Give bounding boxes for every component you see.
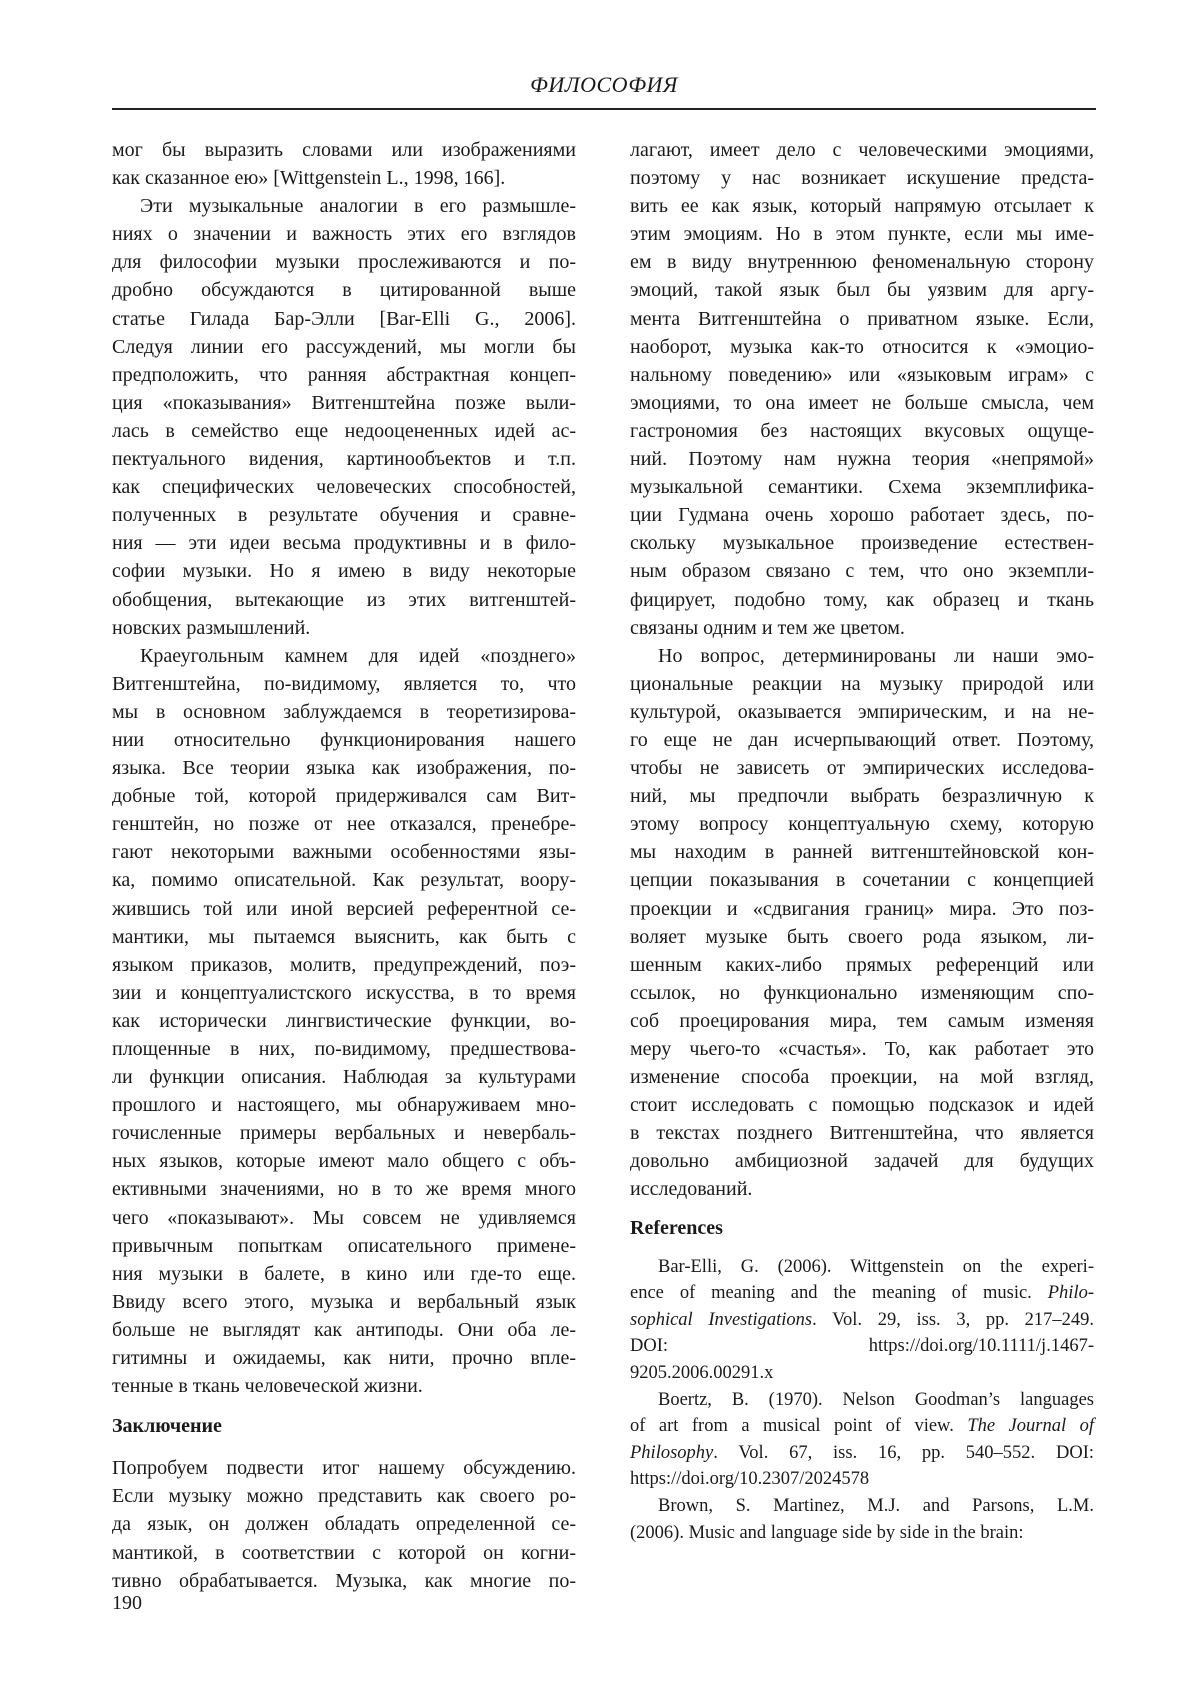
text-line: ниях о значении и важность этих его взглядов [112, 223, 576, 246]
reference-text: Brown, S. Martinez, M.J. and Parsons, L.M. [658, 1495, 1094, 1516]
section-heading: Заключение [112, 1415, 222, 1438]
reference-line [630, 1466, 1094, 1493]
text-line: языка. Все теории языка как изображения, по- [112, 757, 576, 780]
text-line: добные той, которой придерживался сам Вит- [112, 785, 576, 808]
reference-text: https://doi.org/10.2307/2024578 [630, 1469, 870, 1490]
text-line: Эти музыкальные аналогии в его размышле- [140, 195, 576, 218]
text-line: привычным попыткам описательного примене- [112, 1234, 576, 1257]
text-line: ний, мы предпочли выбрать безразличную к [630, 785, 1094, 808]
text-line: этим эмоциям. Но в этом пункте, если мы име- [630, 223, 1094, 246]
text-line: в текстах позднего Витгенштейна, что является [630, 1122, 1094, 1145]
text-line: воляет музыке быть своего рода языком, ли- [630, 925, 1094, 948]
text-line: соб проецирования мира, тем самым изменяя [630, 1009, 1094, 1032]
text-line: да язык, он должен обладать определенной се- [112, 1513, 576, 1536]
paragraph [630, 136, 1094, 642]
reference-list [630, 1254, 1094, 1547]
text-line: ных языков, которые имеют мало общего с объ- [112, 1150, 576, 1173]
text-line: ции Гудмана очень хорошо работает здесь, по- [630, 504, 1094, 527]
text-line: обобщения, вытекающие из этих витгенштей- [112, 588, 576, 611]
text-line: как сказанное ею» [Wittgenstein L., 1998, 166]. [112, 167, 506, 190]
text-line: языком приказов, молитв, предупреждений, поэ- [112, 953, 576, 976]
page-number: 190 [112, 1592, 142, 1614]
reference-text: Bar-Elli, G. (2006). Wittgenstein on the experi- [658, 1256, 1094, 1277]
text-line: мы находим в ранней витгенштейновской кон- [630, 841, 1094, 864]
reference-entry [630, 1254, 1094, 1387]
text-line: стоит исследовать с помощью подсказок и идей [630, 1094, 1094, 1117]
reference-entry [630, 1493, 1094, 1546]
reference-line [630, 1360, 1094, 1387]
text-line: тенные в ткань человеческой жизни. [112, 1375, 423, 1398]
reference-text: of art from a musical point of view. [630, 1416, 968, 1437]
text-line: мантики, мы пытаемся выяснить, как быть с [112, 925, 576, 948]
text-line: жившись той или иной версией референтной се- [112, 897, 576, 920]
reference-text: ence of meaning and the meaning of music. [630, 1283, 1048, 1304]
text-line: Следуя линии его рассуждений, мы могли бы [112, 335, 576, 358]
text-line: дробно обсуждаются в цитированной выше [112, 279, 576, 302]
text-line: Витгенштейна, по-видимому, является то, что [112, 672, 576, 695]
text-line: цепции показывания в сочетании с концепцией [630, 869, 1094, 892]
text-line: новских размышлений. [112, 616, 311, 639]
text-line: ка, помимо описательной. Как результат, воору- [112, 869, 576, 892]
reference-title-italic: sophical Investigations [630, 1309, 813, 1330]
text-line: наоборот, музыка как-то относится к «эмоцио- [630, 335, 1094, 358]
paragraph [112, 136, 576, 192]
reference-line [630, 1280, 1094, 1307]
text-line: гастрономия без настоящих вкусовых ощуще- [630, 419, 1094, 442]
text-line: Но вопрос, детерминированы ли наши эмо- [658, 644, 1094, 667]
text-line: эмоциями, то она имеет не больше смысла, чем [630, 391, 1094, 414]
text-line: этому вопросу концептуальную схему, которую [630, 813, 1094, 836]
left-column [112, 136, 576, 1595]
text-line: ссылок, но функционально изменяющим спо- [630, 981, 1094, 1004]
text-line: нальному поведению» или «языковым играм» с [630, 363, 1094, 386]
text-line: довольно амбициозной задачей для будущих [630, 1150, 1094, 1173]
reference-line [630, 1493, 1094, 1520]
text-line: ния музыки в балете, в кино или где-то еще. [112, 1262, 576, 1285]
text-line: изменение способа проекции, на мой взгляд, [630, 1066, 1094, 1089]
reference-line [630, 1307, 1094, 1334]
reference-text: DOI: https://doi.org/10.1111/j.1467- [630, 1336, 1094, 1357]
text-line: ным образом связано с тем, что оно экземпли- [630, 560, 1094, 583]
text-line: го еще не дан исчерпывающий ответ. Поэтому, [630, 728, 1094, 751]
text-line: чтобы не зависеть от эмпирических исследова- [630, 757, 1094, 780]
right-column [630, 136, 1094, 1546]
text-line: связаны одним и тем же цветом. [630, 616, 905, 639]
text-line: ли функции описания. Наблюдая за культурами [112, 1066, 576, 1089]
text-line: лагают, имеет дело с человеческими эмоциями, [630, 139, 1094, 161]
text-line: мог бы выразить словами или изображениями [112, 139, 576, 161]
reference-line [630, 1254, 1094, 1281]
text-line: ем в виду внутреннюю феноменальную сторону [630, 251, 1094, 274]
reference-text: Boertz, B. (1970). Nelson Goodman’s languages [658, 1389, 1094, 1410]
reference-entry [630, 1387, 1094, 1493]
header-rule [112, 108, 1096, 110]
text-line: чего «показывают». Мы совсем не удивляемся [112, 1206, 576, 1229]
running-head: ФИЛОСОФИЯ [530, 72, 678, 97]
text-line: прошлого и настоящего, мы обнаруживаем мно- [112, 1094, 576, 1117]
text-line: мантикой, в соответствии с которой он когни- [112, 1541, 576, 1564]
text-line: Ввиду всего этого, музыка и вербальный язык [112, 1290, 576, 1313]
reference-title-italic: Philo- [1047, 1283, 1094, 1304]
text-line: исследований. [630, 1178, 753, 1201]
text-line: Краеугольным камнем для идей «позднего» [140, 644, 576, 667]
text-line: нии относительно функционирования нашего [112, 728, 576, 751]
text-line: мента Витгенштейна о приватном языке. Если, [630, 307, 1094, 330]
reference-text: (2006). Music and language side by side in the brain: [630, 1522, 1024, 1543]
reference-line [630, 1440, 1094, 1467]
paragraph [112, 1454, 576, 1594]
reference-line [630, 1333, 1094, 1360]
reference-line [630, 1387, 1094, 1414]
text-line: Попробуем подвести итог нашему обсуждению. [112, 1457, 576, 1480]
paragraph [112, 192, 576, 642]
text-line: как специфических человеческих способностей, [112, 476, 576, 499]
text-line: статье Гилада Бар-Элли [Bar-Elli G., 2006]. [112, 307, 576, 330]
text-line: ния — эти идеи весьма продуктивны и в фило- [112, 532, 576, 555]
text-line: эмоций, такой язык был бы уязвим для аргу- [630, 279, 1094, 302]
text-line: для философии музыки прослеживаются и по- [112, 251, 576, 274]
text-line: ция «показывания» Витгенштейна позже выли- [112, 391, 576, 414]
text-line: Если музыку можно представить как своего ро- [112, 1485, 576, 1508]
text-line: больше не выглядят как антиподы. Они оба ле- [112, 1318, 576, 1341]
text-line: музыкальной семантики. Схема экземплифика- [630, 476, 1094, 499]
reference-text: 9205.2006.00291.x [630, 1362, 774, 1383]
text-line: пектуального видения, картинообъектов и т.п. [112, 448, 576, 471]
text-line: генштейн, но позже от нее отказался, пренебре- [112, 813, 576, 836]
paragraph [112, 642, 576, 1401]
text-line: шенным каких-либо прямых референций или [630, 953, 1094, 976]
text-line: полученных в результате обучения и сравне- [112, 504, 576, 527]
reference-line [630, 1413, 1094, 1440]
text-line: мы в основном заблуждаемся в теоретизирова- [112, 700, 576, 723]
reference-title-italic: Philosophy [630, 1442, 714, 1463]
text-line: зии и концептуалистского искусства, в то время [112, 981, 576, 1004]
text-line: ний. Поэтому нам нужна теория «непрямой» [630, 448, 1094, 471]
text-line: предположить, что ранняя абстрактная концеп- [112, 363, 576, 386]
section-heading: References [630, 1216, 723, 1239]
reference-line [630, 1520, 1094, 1547]
text-line: вить ее как язык, который напрямую отсылает к [630, 195, 1094, 218]
text-line: гают некоторыми важными особенностями язы- [112, 841, 576, 864]
text-line: поэтому у нас возникает искушение предста- [630, 167, 1094, 190]
reference-title-italic: The Journal of [967, 1416, 1094, 1437]
text-line: скольку музыкальное произведение естествен- [630, 532, 1094, 555]
text-line: фицирует, подобно тому, как образец и ткань [630, 588, 1094, 611]
text-line: культурой, оказывается эмпирическим, и на не- [630, 700, 1094, 723]
text-line: проекции и «сдвигания границ» мира. Это поз- [630, 897, 1094, 920]
text-line: тивно обрабатывается. Музыка, как многие по- [112, 1569, 576, 1592]
text-line: циональные реакции на музыку природой или [630, 672, 1094, 695]
reference-text: . Vol. 67, iss. 16, pp. 540–552. DOI: [713, 1442, 1094, 1463]
text-line: меру чьего-то «счастья». То, как работает это [630, 1038, 1094, 1060]
reference-text: . Vol. 29, iss. 3, pp. 217–249. [812, 1309, 1094, 1330]
text-line: гочисленные примеры вербальных и невербаль- [112, 1122, 576, 1145]
text-line: софии музыки. Но я имею в виду некоторые [112, 560, 576, 583]
text-line: площенные в них, по-видимому, предшествова- [112, 1038, 576, 1060]
text-line: гитимны и ожидаемы, как нити, прочно впле- [112, 1347, 576, 1370]
text-line: ективными значениями, но в то же время много [112, 1178, 576, 1201]
paragraph [630, 642, 1094, 1204]
text-line: как исторически лингвистические функции, во- [112, 1009, 576, 1032]
text-line: лась в семейство еще недооцененных идей ас- [112, 419, 576, 442]
